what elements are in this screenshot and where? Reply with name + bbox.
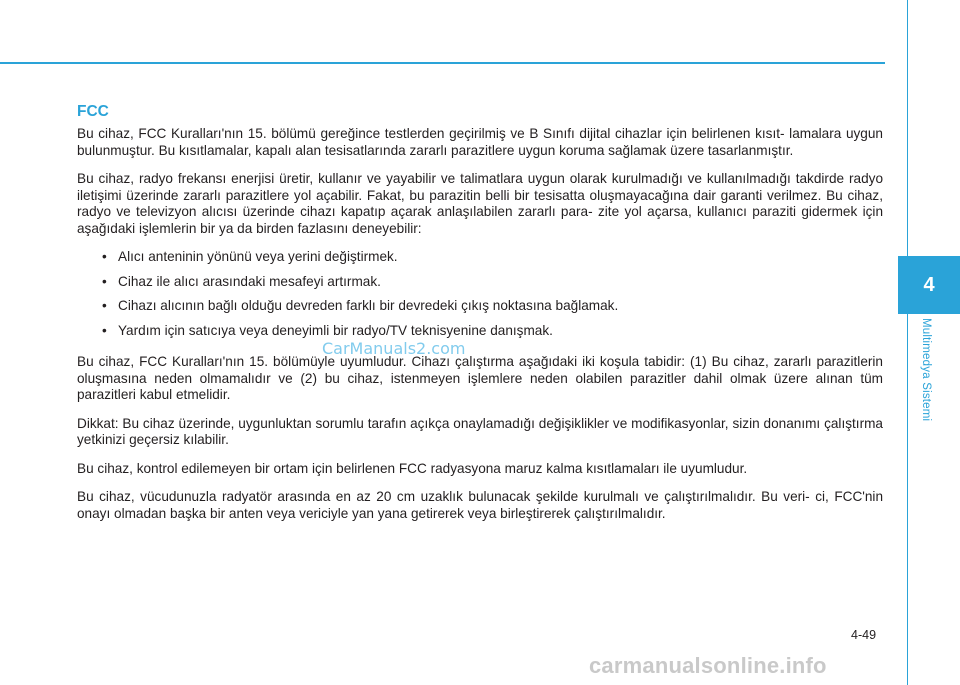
bullet-item: • Cihazı alıcının bağlı olduğu devreden farklı bir devredeki çıkış noktasına bağlamak. xyxy=(102,298,883,315)
bullet-item: • Yardım için satıcıya veya deneyimli bir radyo/TV teknisyenine danışmak. xyxy=(102,323,883,340)
paragraph: Bu cihaz, FCC Kuralları'nın 15. bölümü gereğince testlerden geçirilmiş ve B Sınıfı dijital cihazlar için belirlenen kısıt- lamalara uygun bulunmuştur. Bu kısıtlamalar, kapalı alan tesisatlarında zararlı parazitlere uygun koruma sağlamak üzere tasarlanmıştır. xyxy=(77,126,883,158)
paragraph: Dikkat: Bu cihaz üzerinde, uygunluktan sorumlu tarafın açıkça onaylamadığı değişiklikler ve modifikasyonlar, sizin donanımı çalıştırma yetkinizi geçersiz kılabilir. xyxy=(77,415,883,447)
paragraph: Bu cihaz, vücudunuzla radyatör arasında en az 20 cm uzaklık bulunacak şekilde kurulmalı ve çalıştırılmalıdır. Bu veri- ci, FCC'nin onayı olmadan başka bir anten veya vericiyle yan yana getirerek veya birleştirerek çalıştırılmalıdır. xyxy=(77,489,883,521)
page-content xyxy=(77,103,883,534)
bullet-list xyxy=(77,249,883,339)
paragraph: Bu cihaz, kontrol edilemeyen bir ortam için belirlenen FCC radyasyona maruz kalma kısıtlamaları ile uyumludur. xyxy=(77,460,748,476)
top-divider xyxy=(0,62,885,64)
section-title: FCC xyxy=(77,103,109,120)
paragraph: Bu cihaz, radyo frekansı enerjisi üretir, kullanır ve yayabilir ve talimatlara uygun olarak kurulmadığı ve kullanılmadığı takdirde radyo iletişimi üzerinde zararlı parazitlere yol açabilir. Fakat, bu parazitin belli bir tesisatta oluşmayacağına dair garanti verilmez. Bu cihaz, radyo ve televizyon alıcısı üzerinde cihazı kapatıp açarak anlaşılabilen zararlı para- zite yol açarsa, kullanıcı paraziti gidermek için aşağıdaki işlemlerin bir ya da birden fazlasını deneyebilir: xyxy=(77,171,883,236)
chapter-title: Multimedya Sistemi xyxy=(920,318,932,422)
page-number: 4-49 xyxy=(851,628,877,642)
bullet-item: • Cihaz ile alıcı arasındaki mesafeyi artırmak. xyxy=(102,274,883,291)
watermark-mid: CarManuals2.com xyxy=(322,339,466,358)
chapter-tab xyxy=(898,256,960,314)
paragraph: Bu cihaz, FCC Kuralları'nın 15. bölümüyle uyumludur. Cihazı çalıştırma aşağıdaki iki koşula tabidir: (1) Bu cihaz, zararlı parazitlerin oluşmasına neden olmamalıdır ve (2) bu cihaz, istenmeyen işlemlere neden olabilen parazitler dahil olmak üzere alınan tüm parazitleri kabul etmelidir. xyxy=(77,354,883,402)
side-divider xyxy=(907,0,908,685)
chapter-number: 4 xyxy=(923,273,935,296)
watermark-bottom[interactable]: carmanualsonline.info xyxy=(589,653,827,678)
bullet-item: • Alıcı anteninin yönünü veya yerini değiştirmek. xyxy=(102,249,883,266)
